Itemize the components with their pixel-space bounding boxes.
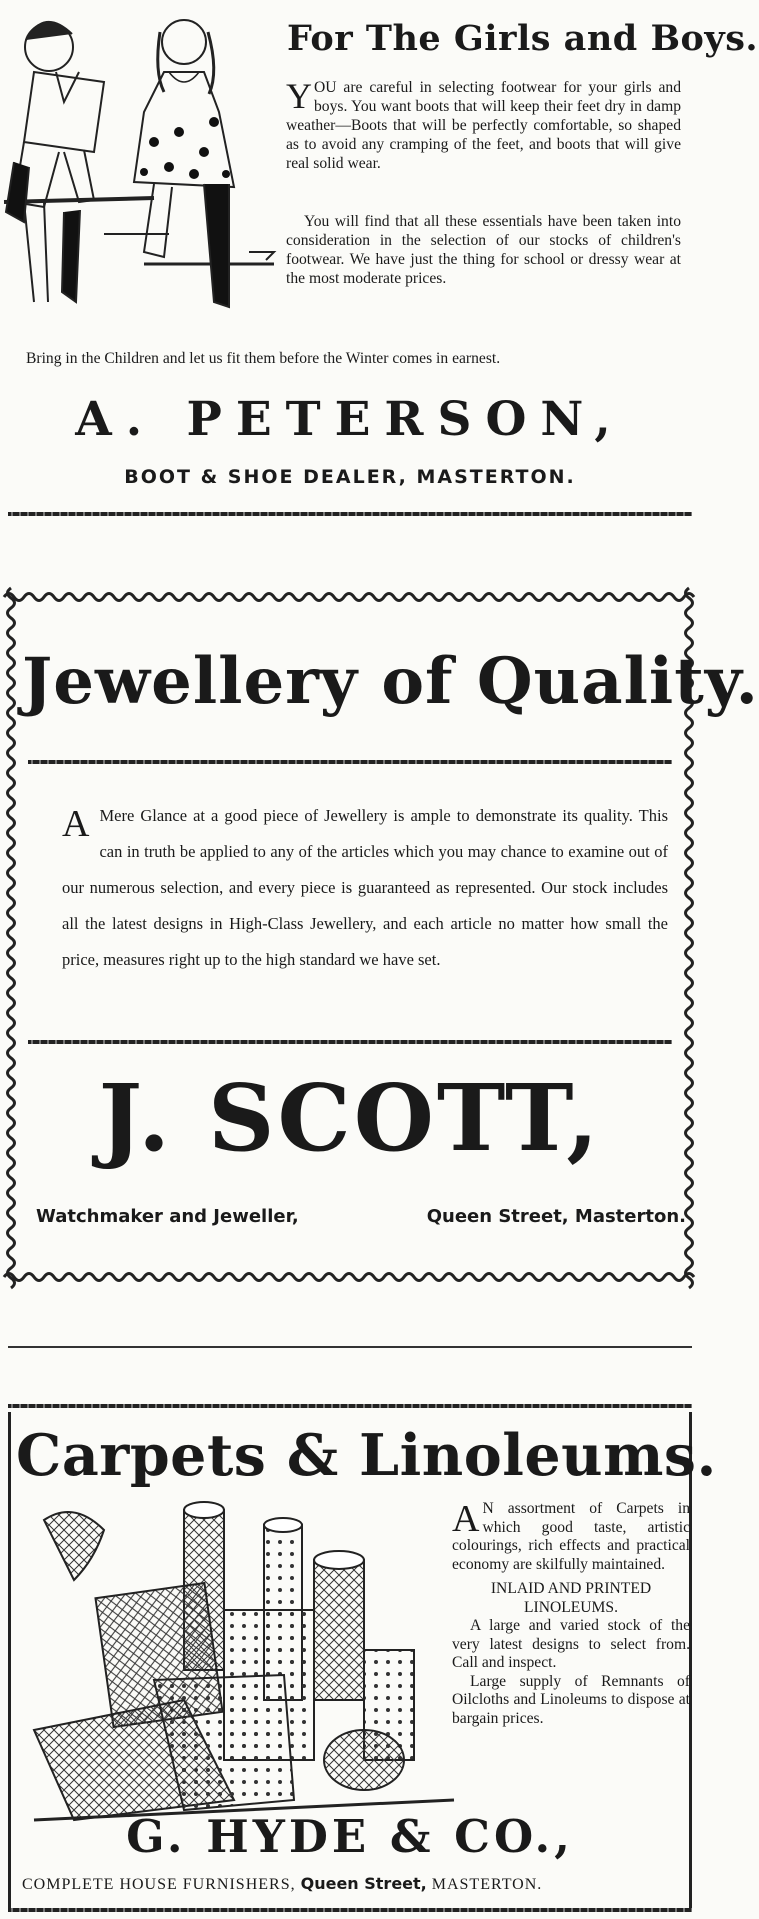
merchant-name: J. SCOTT,	[98, 1064, 602, 1172]
details-column	[452, 1500, 690, 1728]
top-wavy-border	[4, 590, 694, 604]
call-to-action: Bring in the Children and let us fit them before the Winter comes in earnest.	[26, 350, 501, 367]
scott-advertisement	[0, 588, 759, 1288]
headline: Jewellery of Quality.	[22, 644, 759, 719]
merchant-subtitle	[22, 1874, 682, 1894]
body-paragraph	[62, 798, 668, 978]
peterson-advertisement	[0, 0, 759, 520]
drop-cap: A	[452, 1498, 480, 1540]
merchant-address: Queen Street, Masterton.	[426, 1206, 686, 1227]
merchant-subtitle: BOOT & SHOE DEALER, MASTERTON.	[124, 466, 576, 488]
assortment-text: N assortment of Carpets in which good taste, artistic colourings, rich effects and practical economy are skilfully maintained.	[452, 1500, 690, 1573]
drop-cap: A	[62, 803, 90, 845]
assortment-paragraph	[452, 1500, 690, 1574]
essentials-paragraph: You will find that all these essentials have been taken into consideration in the selection of our stocks of children's footwear. We have just the thing for school or dressy wear at the most moderate prices.	[286, 213, 681, 287]
carpet-rolls-illustration	[34, 1500, 454, 1820]
merchant-name: A. PETERSON,	[75, 392, 625, 447]
left-wavy-border	[4, 588, 18, 1288]
merchant-trade: COMPLETE HOUSE FURNISHERS,	[22, 1876, 296, 1893]
merchant-street: Queen Street,	[300, 1874, 427, 1893]
children-boots-illustration	[4, 2, 276, 332]
remnants-paragraph: Large supply of Remnants of Oilcloths and Linoleums to dispose at bargain prices.	[452, 1672, 690, 1727]
headline-rule	[28, 760, 672, 764]
headline: For The Girls and Boys.	[287, 18, 759, 59]
bottom-wavy-border	[4, 1270, 694, 1284]
linoleum-heading: INLAID AND PRINTED LINOLEUMS.	[490, 1580, 652, 1616]
body-rule	[28, 1040, 672, 1044]
top-rule	[8, 1404, 692, 1408]
merchant-trade: Watchmaker and Jeweller,	[36, 1206, 299, 1227]
hyde-advertisement	[0, 1400, 717, 1919]
bottom-rule	[8, 1908, 692, 1912]
merchant-subtitle	[36, 1206, 686, 1227]
intro-paragraph	[286, 78, 681, 173]
merchant-name: G. HYDE & CO.,	[126, 1810, 574, 1863]
merchant-town: MASTERTON.	[431, 1876, 543, 1893]
intro-text: OU are careful in selecting footwear for your girls and boys. You want boots that will keep their feet dry in damp weather—Boots that will be perfectly comfortable, so shaped as to avoid any cramping of the feet, and boots that will give real solid wear.	[286, 79, 681, 172]
stock-paragraph: A large and varied stock of the very latest designs to select from. Call and inspect.	[452, 1617, 690, 1671]
body-text: Mere Glance at a good piece of Jewellery is ample to demonstrate its quality. This can in truth be applied to any of the articles which you may chance to examine out of our numerous selection, and every piece is guaranteed as represented. Our stock includes all the latest designs in High-Class Jewellery, and each article no matter how small the price, measures right up to the high standard we have set.	[62, 806, 668, 969]
section-divider	[8, 1346, 692, 1348]
drop-cap: Y	[286, 76, 312, 116]
section-divider	[8, 512, 692, 516]
headline: Carpets & Linoleums.	[16, 1422, 717, 1489]
